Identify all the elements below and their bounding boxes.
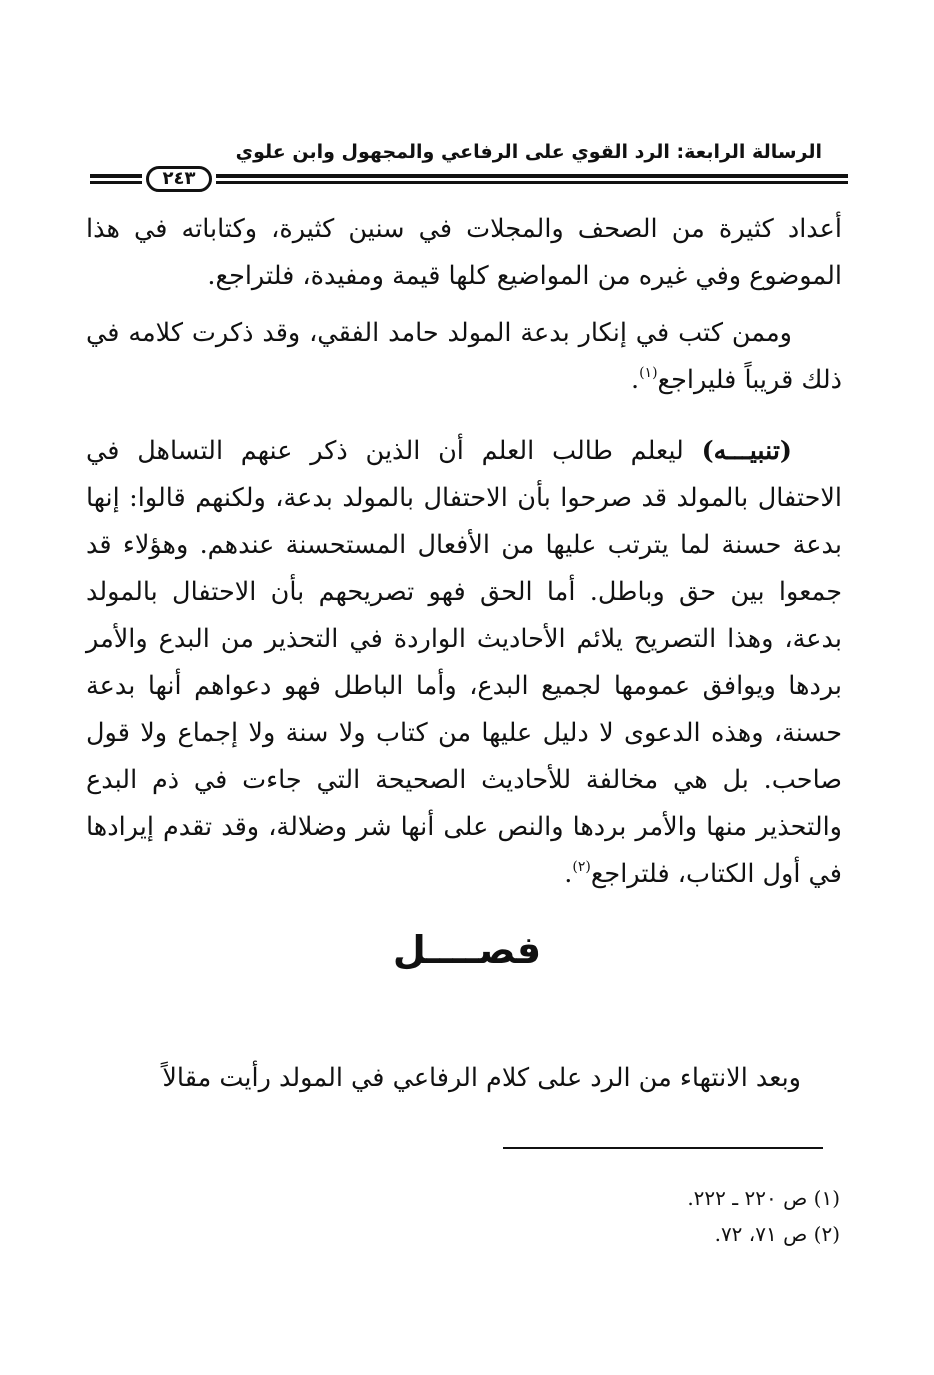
paragraph-end: . — [630, 365, 640, 395]
header-rule-right — [216, 174, 848, 184]
running-header: الرسالة الرابعة: الرد القوي على الرفاعي والمجهول وابن علوي — [235, 141, 822, 163]
page-number: ٢٤٣ — [146, 166, 212, 192]
note-label: (تنبيـــه) — [701, 436, 792, 466]
paragraph-continuation: أعداد كثيرة من الصحف والمجلات في سنين كثيرة، وكتاباته في هذا الموضوع وفي غيره من المواضيع كلها قيمة ومفيدة، فلتراجع. — [86, 214, 842, 291]
footnote-text: ص ٧١، ٧٢. — [714, 1222, 808, 1246]
section-paragraph: وبعد الانتهاء من الرد على كلام الرفاعي في المولد رأيت مقالاً — [162, 1063, 801, 1093]
footnote-label: (١) — [813, 1186, 840, 1210]
paragraph-note — [86, 428, 842, 898]
footnote-text: ص ٢٢٠ ـ ٢٢٢. — [687, 1186, 808, 1210]
paragraph-text: وممن كتب في إنكار بدعة المولد حامد الفقي، وقد ذكرت كلامه في ذلك قريباً فليراجع — [86, 318, 842, 395]
footnote-ref-2: (٢) — [572, 859, 591, 875]
header-rule-left — [90, 174, 142, 184]
footnote-divider — [503, 1147, 823, 1149]
footnote-ref-1: (١) — [639, 365, 658, 381]
paragraph-end: . — [564, 859, 573, 889]
section-heading: فصــــل — [392, 928, 542, 972]
paragraph-text: ليعلم طالب العلم أن الذين ذكر عنهم التساهل في الاحتفال بالمولد قد صرحوا بأن الاحتفال بالمولد بدعة، ولكنهم قالوا: إنها بدعة حسنة لما يترتب عليها من الأفعال المستحسنة عندهم. وهؤلاء قد جمعوا بين حق وباطل. أما الحق فهو تصريحهم بأن الاحتفال بالمولد بدعة، وهذا التصريح يلائم الأحاديث الواردة في التحذير من البدع والأمر بردها ويوافق عمومها لجميع البدع، وأما الباطل فهو دعواهم أنها بدعة حسنة، وهذه الدعوى لا دليل عليها من كتاب ولا سنة ولا إجماع ولا قول صاحب. بل هي مخالفة للأحاديث الصحيحة التي جاءت في ذم البدع والتحذير منها والأمر بردها والنص على أنها شر وضلالة، وقد تقدم إيرادها في أول الكتاب، فلتراجع — [86, 436, 842, 889]
footnotes — [400, 1180, 840, 1252]
footnote-item — [400, 1180, 840, 1216]
header-rule — [90, 166, 848, 192]
footnote-label: (٢) — [813, 1222, 840, 1246]
footnote-item — [400, 1216, 840, 1252]
main-text — [86, 206, 842, 898]
paragraph-hamid-alfiqi — [86, 310, 842, 404]
